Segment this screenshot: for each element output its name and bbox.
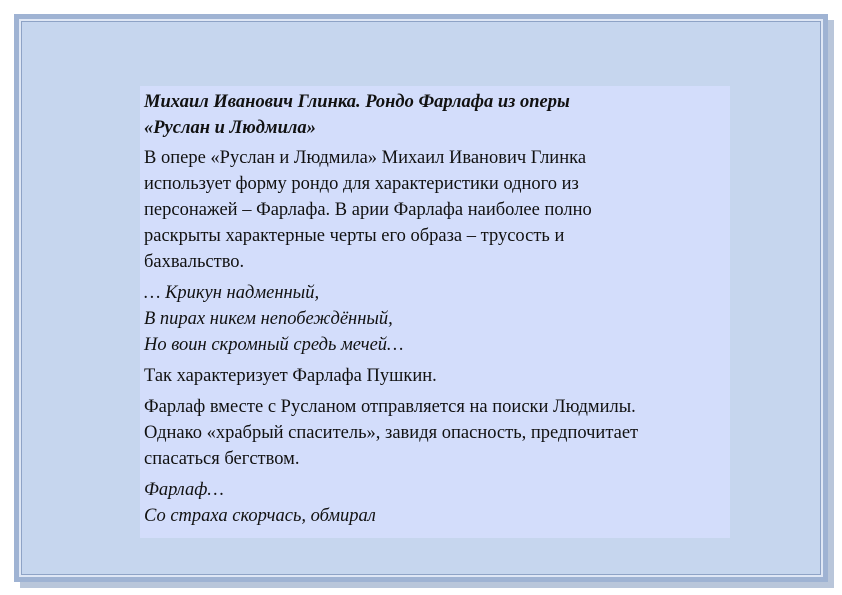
story-paragraph xyxy=(144,394,726,472)
text-line: раскрыты характерные черты его образа – трусость и xyxy=(144,226,565,246)
text-line: Так характеризует Фарлафа Пушкин. xyxy=(144,366,437,386)
text-line: бахвальство. xyxy=(144,252,245,272)
pushkin-quote xyxy=(144,280,726,358)
attribution-paragraph xyxy=(144,363,726,389)
heading-line: «Руслан и Людмила» xyxy=(144,118,316,138)
text-line: персонажей – Фарлафа. В арии Фарлафа наиболее полно xyxy=(144,200,592,220)
closing-quote xyxy=(144,477,726,529)
quote-line: … Крикун надменный, xyxy=(144,283,320,303)
text-line: спасаться бегством. xyxy=(144,449,300,469)
quote-line: Со страха скорчась, обмирал xyxy=(144,506,376,526)
text-box xyxy=(140,86,730,538)
text-line: использует форму рондо для характеристики одного из xyxy=(144,174,579,194)
text-line: Фарлаф вместе с Русланом отправляется на поиски Людмилы. xyxy=(144,397,636,417)
quote-line: Но воин скромный средь мечей… xyxy=(144,335,404,355)
intro-paragraph xyxy=(144,145,726,275)
text-line: Однако «храбрый спаситель», завидя опасность, предпочитает xyxy=(144,423,639,443)
quote-line: Фарлаф… xyxy=(144,480,224,500)
quote-line: В пирах никем непобеждённый, xyxy=(144,309,393,329)
text-line: В опере «Руслан и Людмила» Михаил Иванович Глинка xyxy=(144,148,587,168)
heading-line: Михаил Иванович Глинка. Рондо Фарлафа из оперы xyxy=(144,92,570,112)
heading xyxy=(144,89,726,141)
